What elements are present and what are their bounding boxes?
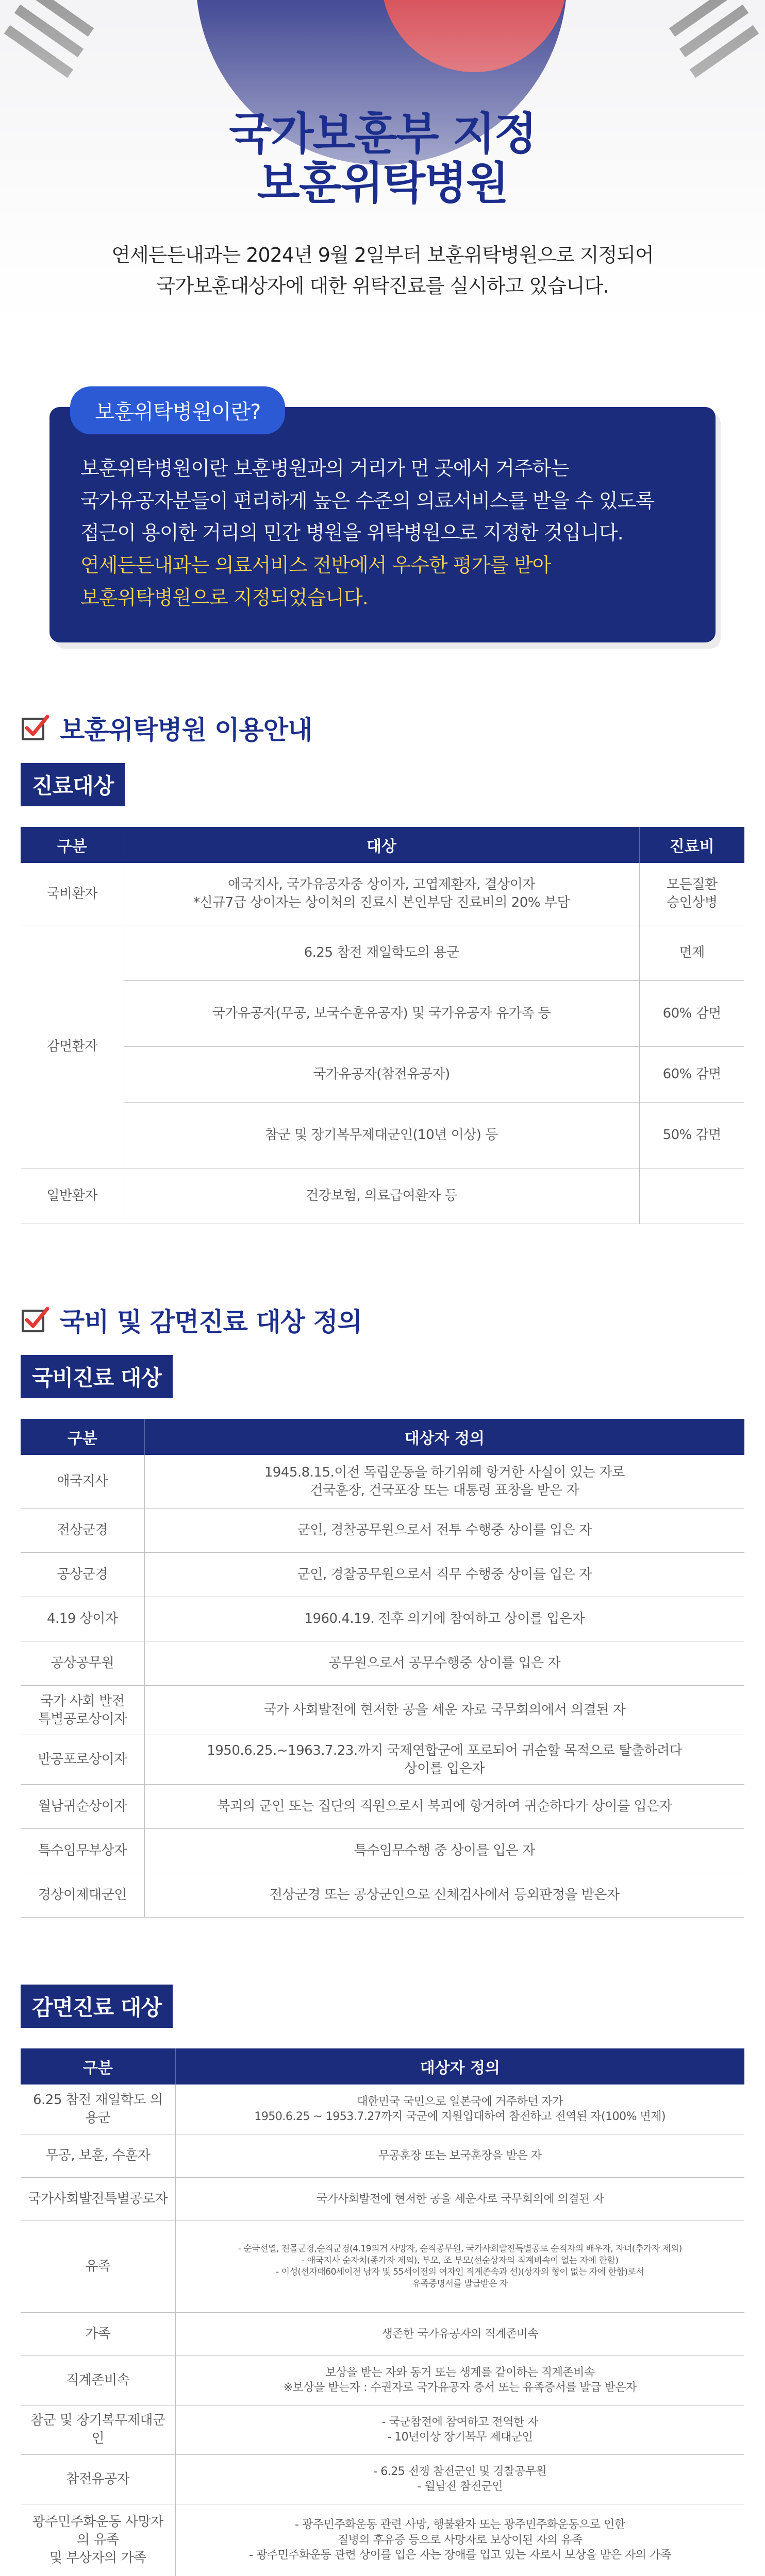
- row-category: 가족: [21, 2312, 175, 2355]
- row-definition-line: ※보상을 받는자 : 수권자로 국가유공자 증서 또는 유족증서를 발급 받은자: [283, 2381, 637, 2395]
- row-definition: [175, 2221, 744, 2312]
- table-header: 구분: [21, 2048, 175, 2084]
- row-definition: 전상군경 또는 공상군인으로 신체검사에서 등외판정을 받은자: [144, 1873, 744, 1918]
- table-row: [21, 980, 744, 1046]
- row-category: 4.19 상이자: [21, 1597, 144, 1641]
- row-definition-line: 대한민국 국민으로 일본국에 거주하던 자가: [357, 2095, 563, 2108]
- row-definition: 생존한 국가유공자의 직계존비속: [175, 2312, 744, 2355]
- hero-description: [0, 240, 765, 302]
- row-fee: [639, 1168, 744, 1224]
- row-category: 경상이제대군인: [21, 1873, 144, 1918]
- row-definition: [144, 1735, 744, 1785]
- row-target: 국가유공자(참전유공자): [124, 1046, 639, 1102]
- row-target: 참군 및 장기복무제대군인(10년 이상) 등: [124, 1102, 639, 1168]
- row-category-line: 및 부상자의 가족: [49, 2550, 146, 2566]
- row-definition: 군인, 경찰공무원으로서 직무 수행중 상이를 입은 자: [144, 1553, 744, 1597]
- desc-line-2: 국가보훈대상자에 대한 위탁진료를 실시하고 있습니다.: [156, 275, 609, 298]
- row-category-line: 국가 사회 발전: [40, 1693, 125, 1709]
- section-definitions: [21, 1301, 744, 1338]
- row-definition-line: - 국군참전에 참여하고 전역한 자: [381, 2415, 538, 2429]
- row-category-line: 광주민주화운동 사망자의 유족: [32, 2514, 163, 2548]
- row-definition-line: 보상을 받는 자와 동거 또는 생계를 같이하는 직계존비속: [325, 2366, 595, 2379]
- row-definition-line: 건국훈장, 건국포장 또는 대통령 표창을 받은 자: [310, 1482, 579, 1498]
- table-row: [21, 925, 744, 980]
- row-fee: [639, 863, 744, 925]
- table-row: [21, 1509, 744, 1553]
- row-fee: 60% 감면: [639, 1046, 744, 1102]
- table-row: [21, 2221, 744, 2312]
- subsection-tag: 국비진료 대상: [21, 1355, 173, 1398]
- table-row: [21, 2405, 744, 2454]
- row-definition: [175, 2504, 744, 2576]
- row-category: 무공, 보훈, 수훈자: [21, 2134, 175, 2177]
- row-definition: [144, 1455, 744, 1509]
- subsection-tag: 진료대상: [21, 763, 125, 806]
- page-title: [0, 0, 765, 209]
- table-row: [21, 1686, 744, 1735]
- row-definition-line: 상이를 입은자: [404, 1760, 485, 1776]
- row-category: 직계존비속: [21, 2355, 175, 2405]
- row-category: 참군 및 장기복무제대군인: [21, 2405, 175, 2454]
- table-row: [21, 2134, 744, 2177]
- table-row: [21, 1873, 744, 1918]
- row-definition: [175, 2084, 744, 2134]
- row-fee-line: 모든질환: [667, 877, 718, 893]
- row-definition-line: 1950.6.25 ~ 1953.7.27까지 국군에 지원입대하여 참전하고 전역된 자(100% 면제): [254, 2110, 666, 2124]
- row-category: 유족: [21, 2221, 175, 2312]
- checkbox-checked-icon: [21, 1306, 49, 1334]
- row-category: 애국지사: [21, 1455, 144, 1509]
- table-row: [21, 1102, 744, 1168]
- row-definition: 국가사회발전에 현저한 공을 세운자로 국무회의에 의결된 자: [175, 2177, 744, 2221]
- row-category: 참전유공자: [21, 2454, 175, 2504]
- info-tab: 보훈위탁병원이란?: [70, 386, 285, 434]
- row-definition-line: 1950.6.25.~1963.7.23.까지 국제연합군에 포로되어 귀순할 목적으로 탈출하려다: [207, 1742, 683, 1758]
- row-category: 월남귀순상이자: [21, 1785, 144, 1829]
- row-definition-line: - 월남전 참전군인: [417, 2480, 503, 2494]
- row-definition: [175, 2355, 744, 2405]
- table-row: [21, 1046, 744, 1102]
- row-definition-line: 1945.8.15.이전 독립운동을 하기위해 항거한 사실이 있는 자로: [264, 1464, 625, 1480]
- table-row: [21, 2355, 744, 2405]
- table-header: 구분: [21, 1419, 144, 1455]
- row-category: 공상군경: [21, 1553, 144, 1597]
- subsection-tag: 감면진료 대상: [21, 1985, 173, 2028]
- row-category: 6.25 참전 재일학도 의용군: [21, 2084, 175, 2134]
- section-title: 국비 및 감면진료 대상 정의: [60, 1307, 362, 1337]
- table-row: [21, 1168, 744, 1224]
- section-title: 보훈위탁병원 이용안내: [60, 715, 312, 745]
- info-highlight-line: 연세든든내과는 의료서비스 전반에서 우수한 평가를 받아: [80, 554, 551, 577]
- row-category: [21, 2504, 175, 2576]
- section-usage-guide: [21, 709, 744, 747]
- info-box: [49, 407, 716, 642]
- table-row: [21, 1455, 744, 1509]
- table-row: [21, 2454, 744, 2504]
- table-row: [21, 1597, 744, 1641]
- subsection-head: [21, 763, 744, 806]
- title-line-2: 보훈위탁병원: [257, 158, 508, 210]
- table-row: [21, 1785, 744, 1829]
- reduced-treatment-table: [21, 2048, 744, 2576]
- table-row: [21, 1829, 744, 1873]
- row-definition: 특수임무수행 중 상이를 입은 자: [144, 1829, 744, 1873]
- row-definition: 국가 사회발전에 현저한 공을 세운 자로 국무회의에서 의결된 자: [144, 1686, 744, 1735]
- row-fee: 50% 감면: [639, 1102, 744, 1168]
- table-header: 대상: [124, 827, 639, 863]
- info-line: 접근이 용이한 거리의 민간 병원을 위탁병원으로 지정한 것입니다.: [80, 521, 623, 545]
- row-target: 국가유공자(무공, 보국수훈유공자) 및 국가유공자 유가족 등: [124, 980, 639, 1046]
- table-header: 대상자 정의: [144, 1419, 744, 1455]
- row-definition: 북괴의 군인 또는 집단의 직원으로서 북괴에 항거하여 귀순하다가 상이를 입은자: [144, 1785, 744, 1829]
- row-definition-line: - 이성(선자매60세이전 남자 및 55세이전의 여자인 직계존속과 선)(상자의 형이 없는 자에 한함)로서: [276, 2267, 644, 2278]
- row-definition-line: - 순국선열, 전몰군경,순직군경(4.19의거 사망자, 순직공무원, 국가사회발전특별공로 순직자의 배우자, 자녀(추가자 제외): [238, 2243, 682, 2254]
- table-row: [21, 1735, 744, 1785]
- row-category: 일반환자: [21, 1168, 124, 1224]
- table-header: 대상자 정의: [175, 2048, 744, 2084]
- row-category-line: 특별공로상이자: [38, 1711, 127, 1727]
- info-section: [49, 400, 716, 642]
- row-definition: [175, 2454, 744, 2504]
- checkbox-checked-icon: [21, 714, 49, 742]
- info-line: 보훈위탁병원이란 보훈병원과의 거리가 먼 곳에서 거주하는: [80, 457, 570, 480]
- row-category: 특수임무부상자: [21, 1829, 144, 1873]
- treatment-target-table: [21, 827, 744, 1224]
- row-definition: 무공훈장 또는 보국훈장을 받은 자: [175, 2134, 744, 2177]
- row-definition-line: - 광주민주화운동 관련 상이를 입은 자는 장애를 입고 있는 자로서 보상을 받은 자의 가족: [249, 2549, 671, 2562]
- row-fee: 면제: [639, 925, 744, 980]
- row-target: 6.25 참전 재일학도의 용군: [124, 925, 639, 980]
- row-fee-line: 승인상병: [667, 895, 718, 911]
- row-fee: 60% 감면: [639, 980, 744, 1046]
- title-line-1: 국가보훈부 지정: [229, 108, 536, 160]
- row-target-line: 애국지사, 국가유공자중 상이자, 고엽제환자, 결상이자: [228, 877, 535, 893]
- row-definition-line: - 광주민주화운동 관련 사망, 행불환자 또는 광주민주화운동으로 인한: [295, 2518, 625, 2531]
- desc-line-1: 연세든든내과는 2024년 9월 2일부터 보훈위탁병원으로 지정되어: [111, 243, 654, 266]
- info-line: 국가유공자분들이 편리하게 높은 수준의 의료서비스를 받을 수 있도록: [80, 489, 655, 512]
- table-row: [21, 2177, 744, 2221]
- row-category: 반공포로상이자: [21, 1735, 144, 1785]
- info-highlight-line: 보훈위탁병원으로 지정되었습니다.: [80, 586, 368, 609]
- row-category: 국가사회발전특별공로자: [21, 2177, 175, 2221]
- row-definition: 공무원으로서 공무수행중 상이를 입은 자: [144, 1641, 744, 1686]
- table-row: [21, 1553, 744, 1597]
- row-definition: 1960.4.19. 전후 의거에 참여하고 상이를 입은자: [144, 1597, 744, 1641]
- national-treatment-table: [21, 1419, 744, 1918]
- row-category: 전상군경: [21, 1509, 144, 1553]
- table-row: [21, 2504, 744, 2576]
- row-definition-line: 유족증명서를 발급받은 자: [412, 2279, 508, 2290]
- row-target-line: *신규7급 상이자는 상이처의 진료시 본인부담 진료비의 20% 부담: [193, 895, 570, 911]
- row-category: [21, 1686, 144, 1735]
- row-category: 공상공무원: [21, 1641, 144, 1686]
- row-definition-line: - 10년이상 장기복무 제대군인: [387, 2431, 533, 2444]
- table-header: 구분: [21, 827, 124, 863]
- table-header: 진료비: [639, 827, 744, 863]
- table-row: [21, 2084, 744, 2134]
- row-target: 건강보험, 의료급여환자 등: [124, 1168, 639, 1224]
- row-definition-line: - 6.25 전쟁 참전군인 및 경찰공무원: [373, 2465, 547, 2478]
- row-definition-line: - 애국지사 순자처(종가자 제외), 부모, 조 부모(선순상자의 직계비속이 없는 자에 한함): [302, 2255, 619, 2266]
- hero: [0, 0, 765, 361]
- table-row: [21, 2312, 744, 2355]
- row-category: 국비환자: [21, 863, 124, 925]
- row-category: 감면환자: [21, 925, 124, 1168]
- row-definition: [175, 2405, 744, 2454]
- subsection-head: [21, 1355, 744, 1398]
- row-target: [124, 863, 639, 925]
- subsection-head: [21, 1985, 744, 2028]
- row-definition: 군인, 경찰공무원으로서 전투 수행중 상이를 입은 자: [144, 1509, 744, 1553]
- table-row: [21, 863, 744, 925]
- row-definition-line: 질병의 후유증 등으로 사망자로 보상이된 자의 유족: [337, 2533, 583, 2547]
- table-row: [21, 1641, 744, 1686]
